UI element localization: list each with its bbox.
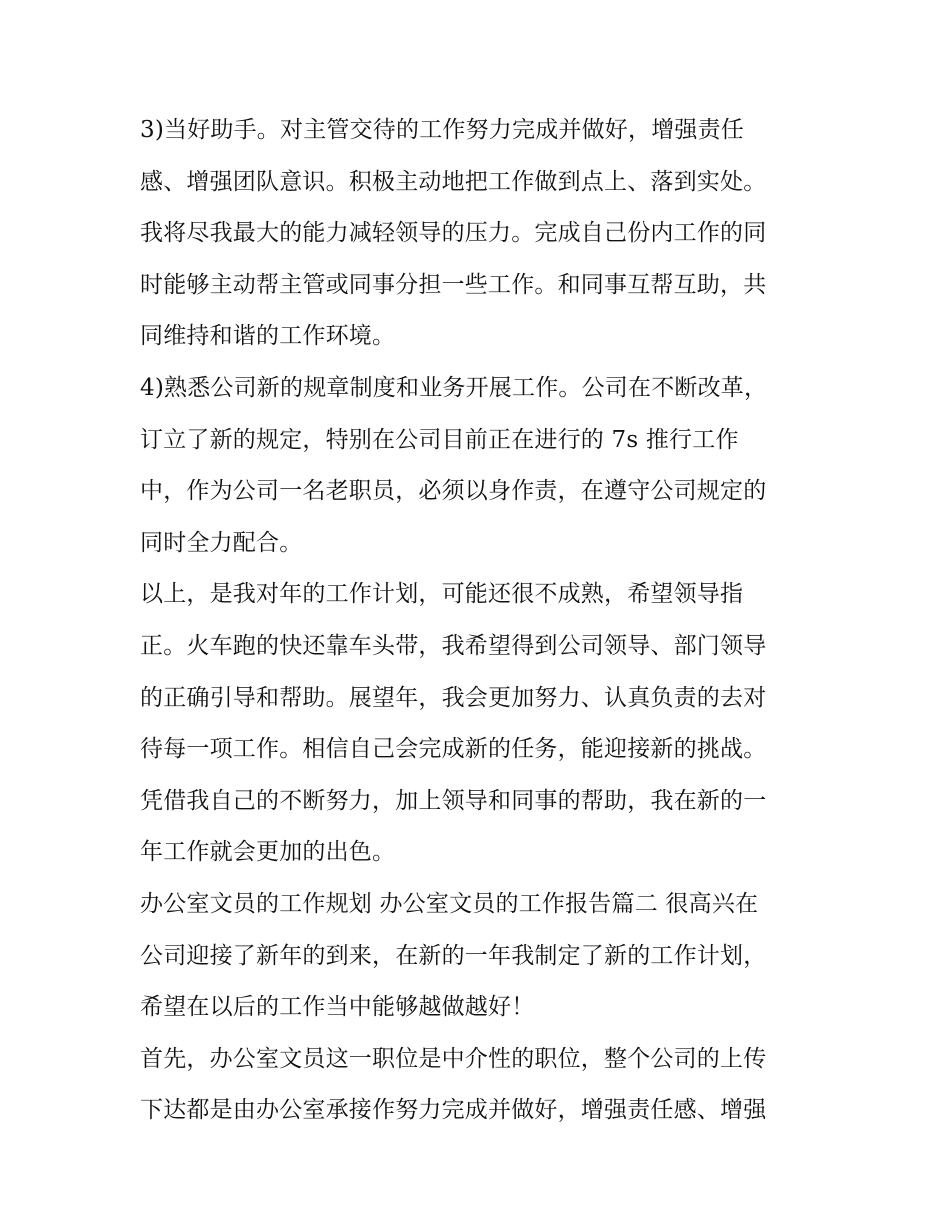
text-line: 首先，办公室文员这一职位是中介性的职位，整个公司的上传	[140, 1045, 767, 1072]
text-line: 3)当好助手。对主管交待的工作努力完成并做好，增强责任	[140, 117, 745, 143]
text-line: 公司迎接了新年的到来，在新的一年我制定了新的工作计划，	[140, 942, 767, 969]
text-line: 的正确引导和帮助。展望年，我会更加努力、认真负责的去对	[140, 684, 767, 711]
text-line: 凭借我自己的不断努力，加上领导和同事的帮助，我在新的一	[140, 787, 767, 814]
text-line: 年工作就会更加的出色。	[140, 839, 396, 866]
text-line: 待每一项工作。相信自己会完成新的任务，能迎接新的挑战。	[140, 736, 767, 763]
text-line: 下达都是由办公室承接作努力完成并做好，增强责任感、增强	[140, 1097, 767, 1124]
text-line: 时能够主动帮主管或同事分担一些工作。和同事互帮互助，共	[140, 271, 767, 298]
document-body	[140, 105, 820, 1137]
text-line: 同维持和谐的工作环境。	[140, 323, 396, 350]
text-line: 中，作为公司一名老职员，必须以身作责，在遵守公司规定的	[140, 478, 767, 505]
text-line: 办公室文员的工作规划 办公室文员的工作报告篇二 很高兴在	[140, 890, 759, 917]
text-line: 订立了新的规定，特别在公司目前正在进行的 7s 推行工作	[140, 426, 739, 453]
text-line: 感、增强团队意识。积极主动地把工作做到点上、落到实处。	[140, 168, 767, 195]
text-line: 4)熟悉公司新的规章制度和业务开展工作。公司在不断改革，	[140, 374, 768, 401]
text-line: 同时全力配合。	[140, 529, 303, 556]
text-line: 希望在以后的工作当中能够越做越好！	[140, 994, 535, 1021]
text-line: 正。火车跑的快还靠车头带，我希望得到公司领导、部门领导	[140, 632, 767, 659]
text-line: 以上，是我对年的工作计划，可能还很不成熟，希望领导指	[140, 581, 744, 608]
text-line: 我将尽我最大的能力减轻领导的压力。完成自己份内工作的同	[140, 220, 767, 247]
